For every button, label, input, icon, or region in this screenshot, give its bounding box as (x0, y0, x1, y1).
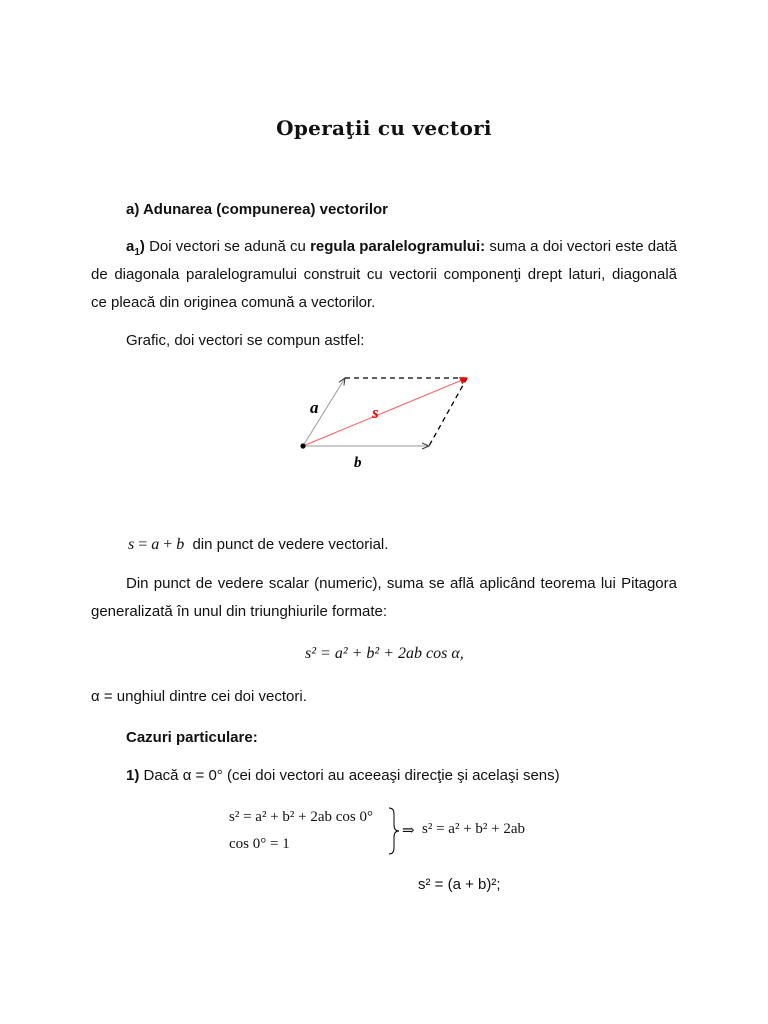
a1-rule: regula paralelogramului: (310, 238, 486, 255)
paragraph-a1-line3: ce pleacă din originea comună a vectorilor. (91, 294, 376, 311)
label-b: b (354, 455, 362, 471)
grafic-text: Grafic, doi vectori se compun astfel: (126, 332, 365, 349)
vector-sum-line (128, 531, 388, 559)
final-result: s² = (a + b)²; (418, 876, 501, 893)
origin-point (300, 443, 305, 448)
system-row1: s² = a² + b² + 2ab cos 0° (229, 809, 374, 825)
dashed-right-side (429, 378, 467, 446)
eq-plus: + (159, 536, 177, 553)
alpha-definition: α = unghiul dintre cei doi vectori. (91, 688, 307, 705)
eq-s: s (128, 536, 135, 553)
cosine-formula: s² = a² + b² + 2ab cos α, (305, 645, 464, 662)
scalar-line1: Din punct de vedere scalar (numeric), suma se află aplicând teorema lui Pitagora (126, 575, 677, 592)
vector-sum-text: din punct de vedere vectorial. (192, 536, 389, 553)
case1-number: 1) (126, 767, 140, 784)
section-heading-text: a) Adunarea (compunerea) vectorilor (126, 201, 389, 218)
a1-line1-rest: suma a doi vectori este dată (485, 238, 677, 255)
label-a: a (310, 398, 319, 417)
system-result: s² = a² + b² + 2ab (422, 821, 526, 837)
eq-b: b (176, 536, 185, 553)
paragraph-a1-line2: de diagonala paralelogramului construit cu vectorii componenţi drept laturi, diagonală (91, 266, 677, 283)
label-s: s (372, 403, 379, 422)
a1-label: $a_1$) (126, 238, 145, 258)
implies-arrow: ⇒ (402, 823, 415, 839)
parallelogram-diagram (0, 360, 768, 500)
right-brace (387, 806, 401, 856)
vector-s-arrow (303, 378, 467, 446)
eq-a: a (151, 536, 160, 553)
case1-line (126, 762, 560, 790)
cazuri-heading: Cazuri particulare: (126, 729, 258, 746)
a1-intro: Doi vectori se adună cu (144, 238, 311, 255)
section-heading (126, 196, 388, 224)
eq-equals: = (134, 536, 152, 553)
scalar-line2: generalizată în unul din triunghiurile formate: (91, 603, 388, 620)
case1-text: Dacă α = 0° (cei doi vectori au aceeaşi direcţie şi acelaşi sens) (139, 767, 560, 784)
system-row2: cos 0° = 1 (229, 836, 290, 852)
page-title: Operaţii cu vectori (276, 116, 492, 140)
